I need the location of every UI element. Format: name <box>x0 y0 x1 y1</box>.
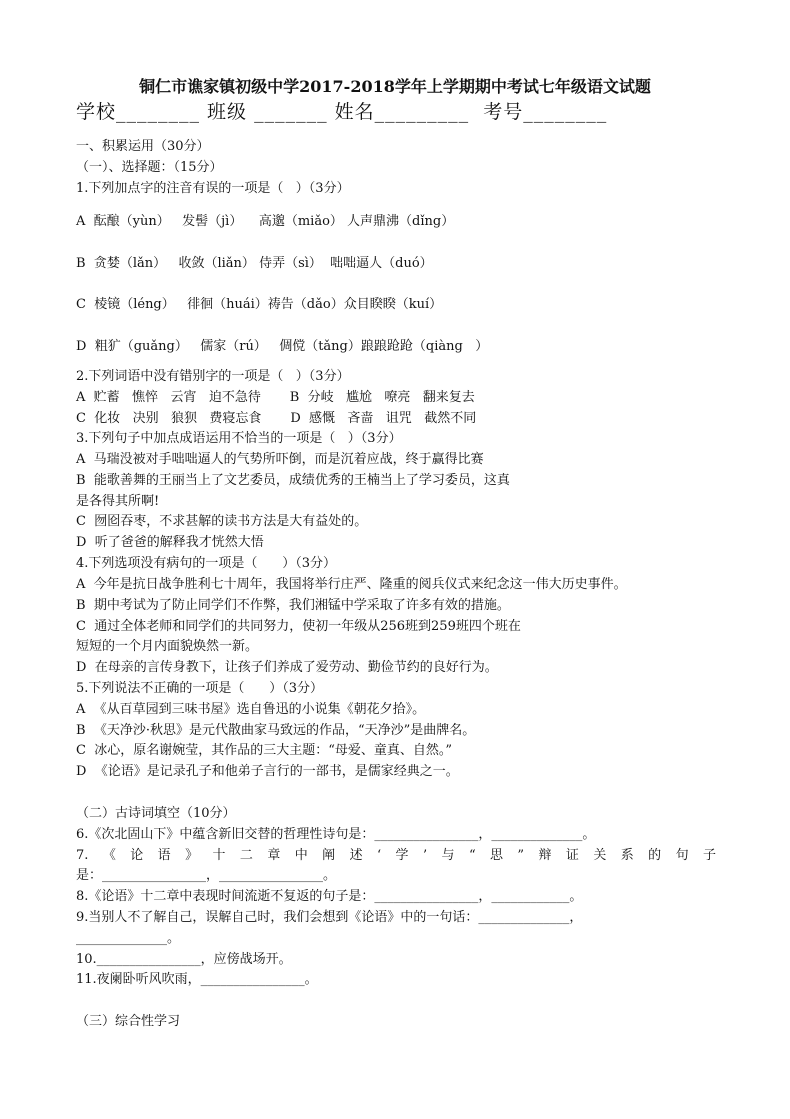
question-5-option-a: A 《从百草园到三味书屋》选自鲁迅的小说集《朝花夕拾》。 <box>76 702 426 717</box>
question-4-option-d: D 在母亲的言传身教下，让孩子们养成了爱劳动、勤俭节约的良好行为。 <box>76 660 498 675</box>
question-3-option-b-line1: B 能歌善舞的王丽当上了文艺委员，成绩优秀的王楠当上了学习委员，这真 <box>76 473 510 488</box>
subsection-choice: （一）、选择题：（15分） <box>76 160 223 175</box>
question-7-line2: 是：________________，________________。 <box>76 868 337 883</box>
question-4-option-a: A 今年是抗日战争胜利七十周年，我国将举行庄严、隆重的阅兵仪式来纪念这一伟大历史事件。 <box>76 577 627 592</box>
question-2-row-cd: C 化妆 决别 狼狈 费寝忘食 D 感慨 吝啬 诅咒 截然不同 <box>76 411 477 426</box>
question-3-option-d: D 听了爸爸的解释我才恍然大悟 <box>76 535 264 550</box>
question-3-option-c: C 囫囵吞枣，不求甚解的读书方法是大有益处的。 <box>76 514 368 529</box>
question-10: 10.________________，应傍战场开。 <box>76 952 292 967</box>
question-9-line2: ______________。 <box>76 931 181 946</box>
exam-title: 铜仁市谯家镇初级中学2017-2018学年上学期期中考试七年级语文试题 <box>139 77 651 96</box>
question-4-stem: 4.下列选项没有病句的一项是（ ）（3分） <box>76 556 336 571</box>
question-5-stem: 5.下列说法不正确的一项是（ ）（3分） <box>76 681 323 696</box>
question-1-stem: 1.下列加点字的注音有误的一项是（ ）（3分） <box>76 181 350 196</box>
question-2-stem: 2.下列词语中没有错别字的一项是（ ）（3分） <box>76 369 350 384</box>
subsection-poetry: （二）古诗词填空（10分） <box>76 806 236 821</box>
question-2-row-ab: A 贮蓄 憔悴 云宵 迫不急待 B 分岐 尴尬 嘹亮 翻来复去 <box>76 390 475 405</box>
question-7-line1: 7.《论语》十二章中阐述‘学’与“思”辩证关系的句子 <box>76 848 716 863</box>
question-1-option-a: A 酝酿（yùn） 发髻（jì） 高邈（miǎo） 人声鼎沸（dǐng） <box>76 214 455 229</box>
subsection-comprehensive: （三）综合性学习 <box>76 1014 181 1029</box>
question-6: 6.《次北固山下》中蕴含新旧交替的哲理性诗句是：________________，______________。 <box>76 827 596 842</box>
question-4-option-b: B 期中考试为了防止同学们不作弊，我们湘锰中学采取了许多有效的措施。 <box>76 598 510 613</box>
question-3-option-a: A 马瑞没被对手咄咄逼人的气势所吓倒，而是沉着应战，终于赢得比赛 <box>76 452 484 467</box>
question-9-line1: 9.当别人不了解自己，误解自己时，我们会想到《论语》中的一句话：______________， <box>76 910 583 925</box>
question-1-option-b: B 贪婪（lǎn） 收敛（liǎn） 侍弄（sì） 咄咄逼人（duó） <box>76 256 433 271</box>
question-3-stem: 3.下列句子中加点成语运用不恰当的一项是（ ）（3分） <box>76 431 402 446</box>
question-1-option-d: D 粗犷（guǎng） 儒家（rú） 倜傥（tǎng）踉踉跄跄（qiàng ） <box>76 339 489 354</box>
question-1-option-c: C 棱镜（léng） 徘徊（huái）祷告（dǎo）众目睽睽（kuí） <box>76 297 443 312</box>
question-8: 8.《论语》十二章中表现时间流逝不复返的句子是：________________，____________。 <box>76 889 583 904</box>
question-5-option-b: B 《天净沙·秋思》是元代散曲家马致远的作品，“天净沙”是曲牌名。 <box>76 723 476 738</box>
section-heading: 一、积累运用（30分） <box>76 139 210 154</box>
question-4-option-c-line2: 短短的一个月内面貌焕然一新。 <box>76 639 259 654</box>
question-5-option-d: D 《论语》是记录孔子和他弟子言行的一部书，是儒家经典之一。 <box>76 764 459 779</box>
question-5-option-c: C 冰心，原名谢婉莹，其作品的三大主题：“母爱、童真、自然。” <box>76 743 453 758</box>
question-11: 11.夜阑卧听风吹雨，________________。 <box>76 972 318 987</box>
question-3-option-b-line2: 是各得其所啊! <box>76 494 160 509</box>
student-info-line: 学校________ 班级 _______ 姓名_________ 考号________ <box>76 101 608 123</box>
question-4-option-c-line1: C 通过全体老师和同学们的共同努力，使初一年级从256班到259班四个班在 <box>76 619 521 634</box>
